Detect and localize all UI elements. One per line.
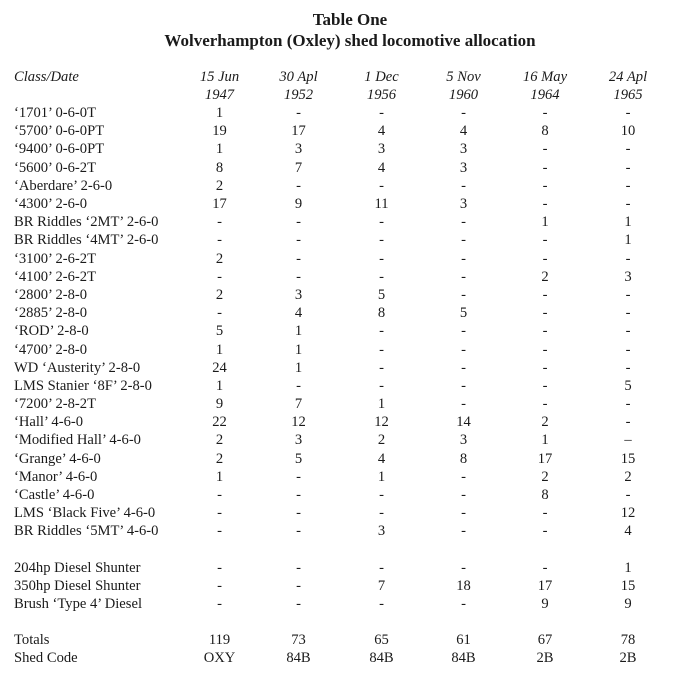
allocation-count: 3	[377, 523, 386, 540]
allocation-count: -	[542, 341, 548, 358]
allocation-count: -	[461, 177, 466, 194]
allocation-count: -	[296, 505, 301, 522]
allocation-count: 3	[624, 268, 632, 285]
allocation-count: 5	[459, 305, 468, 322]
allocation-count: 12	[291, 414, 306, 431]
date-header-1956: 1 Dec 1956	[364, 69, 399, 103]
allocation-count: -	[217, 487, 222, 504]
class-name: BR Riddles ‘4MT’ 2-6-0	[14, 232, 159, 249]
allocation-count: 84B	[286, 650, 311, 667]
allocation-count: -	[296, 559, 301, 576]
allocation-count: 1	[215, 341, 224, 358]
allocation-count: -	[625, 305, 631, 322]
allocation-count: 17	[537, 450, 553, 467]
allocation-count: -	[542, 159, 548, 176]
allocation-count: 1	[377, 468, 386, 485]
allocation-count: 7	[294, 396, 303, 413]
allocation-count: 84B	[451, 650, 476, 667]
allocation-count: 2B	[619, 650, 637, 667]
allocation-count: 4	[294, 305, 303, 322]
diesel-class-row	[14, 595, 670, 613]
allocation-count: -	[625, 105, 631, 122]
allocation-count: -	[379, 359, 384, 376]
class-name: ‘4300’ 2-6-0	[14, 196, 88, 213]
allocation-count: -	[461, 505, 466, 522]
class-name: ‘5600’ 0-6-2T	[14, 159, 96, 176]
allocation-count: -	[296, 487, 301, 504]
allocation-table	[14, 68, 670, 667]
allocation-count: -	[542, 232, 548, 249]
allocation-count: -	[461, 286, 466, 303]
allocation-count: 4	[377, 123, 386, 140]
allocation-count: -	[625, 341, 631, 358]
spacer-row	[14, 541, 670, 559]
steam-class-row	[14, 304, 670, 322]
allocation-count: -	[625, 250, 631, 267]
allocation-count: -	[217, 305, 222, 322]
header-row	[14, 68, 670, 104]
allocation-count: 9	[624, 595, 632, 612]
allocation-count: 9	[294, 196, 303, 213]
steam-class-row	[14, 231, 670, 249]
steam-class-row	[14, 431, 670, 449]
totals-row	[14, 631, 670, 649]
allocation-count: -	[379, 268, 384, 285]
allocation-count: -	[296, 268, 301, 285]
date-header-1952: 30 Apl 1952	[279, 69, 318, 103]
allocation-count: 8	[215, 159, 224, 176]
allocation-count: 1	[215, 105, 224, 122]
allocation-count: -	[296, 232, 301, 249]
allocation-count: -	[296, 595, 301, 612]
steam-class-row	[14, 450, 670, 468]
class-name: ‘Manor’ 4-6-0	[14, 468, 98, 485]
allocation-count: -	[542, 177, 548, 194]
allocation-count: -	[542, 250, 548, 267]
allocation-count: -	[379, 177, 384, 194]
allocation-count: 2	[377, 432, 386, 449]
allocation-count: -	[461, 487, 466, 504]
class-name: ‘Modified Hall’ 4-6-0	[14, 432, 141, 449]
date-header-1960: 5 Nov 1960	[446, 69, 481, 103]
allocation-count: 4	[624, 523, 632, 540]
allocation-count: 2	[215, 177, 224, 194]
allocation-count: -	[379, 214, 384, 231]
allocation-count: -	[625, 159, 631, 176]
allocation-count: -	[296, 523, 301, 540]
allocation-count: -	[217, 523, 222, 540]
allocation-count: -	[217, 559, 222, 576]
allocation-count: -	[542, 359, 548, 376]
allocation-count: -	[296, 214, 301, 231]
allocation-count: 67	[537, 632, 553, 649]
allocation-count: -	[296, 377, 301, 394]
allocation-count: -	[542, 305, 548, 322]
steam-class-row	[14, 322, 670, 340]
allocation-count: -	[379, 250, 384, 267]
allocation-count: -	[296, 250, 301, 267]
allocation-count: -	[461, 250, 466, 267]
class-name: BR Riddles ‘5MT’ 4-6-0	[14, 523, 159, 540]
table-title: Table One	[312, 10, 388, 29]
steam-class-row	[14, 250, 670, 268]
table-caption	[0, 9, 700, 51]
allocation-count: -	[625, 196, 631, 213]
class-name: 350hp Diesel Shunter	[14, 577, 141, 594]
allocation-count: 3	[459, 141, 468, 158]
allocation-count: -	[379, 377, 384, 394]
allocation-count: 1	[541, 432, 549, 449]
allocation-table-body	[14, 104, 670, 667]
allocation-count: -	[461, 105, 466, 122]
allocation-count: 19	[212, 123, 227, 140]
allocation-count: 15	[620, 450, 636, 467]
allocation-count: -	[542, 505, 548, 522]
allocation-count: 2	[541, 468, 549, 485]
allocation-count: 12	[620, 505, 636, 522]
allocation-count: 3	[294, 432, 303, 449]
class-name: ‘2800’ 2-8-0	[14, 286, 88, 303]
class-name: BR Riddles ‘2MT’ 2-6-0	[14, 214, 159, 231]
allocation-count: 9	[541, 595, 549, 612]
allocation-count: 17	[291, 123, 306, 140]
allocation-count: 4	[459, 123, 468, 140]
allocation-count: -	[625, 396, 631, 413]
date-header-1964: 16 May 1964	[522, 69, 568, 103]
allocation-count: 1	[294, 341, 303, 358]
allocation-count: -	[461, 523, 466, 540]
allocation-count: 65	[374, 632, 389, 649]
steam-class-row	[14, 468, 670, 486]
date-header-1965: 24 Apl 1965	[608, 69, 648, 103]
steam-class-row	[14, 122, 670, 140]
allocation-count: 3	[377, 141, 386, 158]
spacer-cell	[14, 541, 670, 559]
allocation-count: -	[296, 105, 301, 122]
allocation-count: -	[542, 286, 548, 303]
steam-class-row	[14, 159, 670, 177]
allocation-count: -	[625, 359, 631, 376]
allocation-count: 8	[541, 487, 549, 504]
allocation-count: OXY	[203, 650, 236, 667]
allocation-count: 1	[294, 323, 303, 340]
steam-class-row	[14, 395, 670, 413]
steam-class-row	[14, 286, 670, 304]
allocation-count: -	[461, 214, 466, 231]
class-name: ‘ROD’ 2-8-0	[14, 323, 89, 340]
allocation-count: -	[542, 396, 548, 413]
allocation-count: -	[625, 487, 631, 504]
allocation-count: 5	[215, 323, 224, 340]
allocation-count: -	[379, 323, 384, 340]
class-name: ‘4700’ 2-8-0	[14, 341, 88, 358]
allocation-count: 12	[374, 414, 389, 431]
steam-class-row	[14, 522, 670, 540]
class-name: ‘5700’ 0-6-0PT	[14, 123, 105, 140]
allocation-count: 3	[459, 159, 468, 176]
steam-class-row	[14, 213, 670, 231]
allocation-count: 7	[377, 577, 386, 594]
allocation-count: 3	[459, 196, 468, 213]
steam-class-row	[14, 377, 670, 395]
allocation-count: 18	[456, 577, 471, 594]
class-name: ‘7200’ 2-8-2T	[14, 396, 96, 413]
allocation-count: 14	[456, 414, 471, 431]
allocation-count: 5	[377, 286, 386, 303]
allocation-count: 1	[215, 468, 224, 485]
steam-class-row	[14, 104, 670, 122]
class-name: ‘Hall’ 4-6-0	[14, 414, 84, 431]
allocation-count: 119	[208, 632, 231, 649]
allocation-count: -	[542, 559, 548, 576]
class-name: ‘9400’ 0-6-0PT	[14, 141, 105, 158]
date-header-1947: 15 Jun 1947	[199, 69, 240, 103]
allocation-count: 17	[212, 196, 227, 213]
allocation-count: -	[625, 414, 631, 431]
allocation-count: -	[379, 487, 384, 504]
class-name: ‘Aberdare’ 2-6-0	[14, 177, 113, 194]
allocation-count: -	[217, 595, 222, 612]
allocation-count: -	[542, 377, 548, 394]
allocation-count: 5	[624, 377, 632, 394]
class-name: WD ‘Austerity’ 2-8-0	[14, 359, 141, 376]
allocation-count: 2	[624, 468, 632, 485]
steam-class-row	[14, 177, 670, 195]
allocation-count: 1	[215, 377, 224, 394]
allocation-count: -	[217, 505, 222, 522]
allocation-count: -	[461, 396, 466, 413]
allocation-count: -	[461, 359, 466, 376]
class-name: 204hp Diesel Shunter	[14, 559, 141, 576]
allocation-count: 3	[294, 286, 303, 303]
diesel-class-row	[14, 577, 670, 595]
allocation-count: -	[217, 268, 222, 285]
allocation-count: -	[379, 105, 384, 122]
allocation-count: 24	[212, 359, 227, 376]
class-date-header: Class/Date	[14, 69, 79, 85]
class-name: ‘2885’ 2-8-0	[14, 305, 88, 322]
allocation-count: 1	[624, 232, 632, 249]
allocation-count: 1	[215, 141, 224, 158]
allocation-count: -	[217, 577, 222, 594]
steam-class-row	[14, 140, 670, 158]
allocation-count: 1	[541, 214, 549, 231]
diesel-class-row	[14, 559, 670, 577]
steam-class-row	[14, 413, 670, 431]
allocation-count: -	[542, 323, 548, 340]
allocation-count: -	[625, 323, 631, 340]
allocation-count: -	[217, 214, 222, 231]
allocation-count: 9	[215, 396, 224, 413]
allocation-count: -	[542, 196, 548, 213]
allocation-count: -	[296, 577, 301, 594]
table-subtitle: Wolverhampton (Oxley) shed locomotive allocation	[164, 31, 536, 50]
allocation-count: 2	[215, 286, 224, 303]
allocation-count: -	[542, 141, 548, 158]
allocation-count: -	[461, 595, 466, 612]
allocation-count: -	[542, 105, 548, 122]
shed-code-row	[14, 649, 670, 667]
steam-class-row	[14, 268, 670, 286]
class-name: ‘4100’ 2-6-2T	[14, 268, 96, 285]
allocation-count: -	[296, 468, 301, 485]
allocation-count: -	[379, 595, 384, 612]
steam-class-row	[14, 340, 670, 358]
allocation-count: 84B	[369, 650, 394, 667]
allocation-count: 3	[294, 141, 303, 158]
allocation-count: -	[296, 177, 301, 194]
allocation-count: -	[625, 141, 631, 158]
steam-class-row	[14, 504, 670, 522]
allocation-count: -	[379, 341, 384, 358]
allocation-count: 15	[620, 577, 636, 594]
allocation-count: 7	[294, 159, 303, 176]
allocation-count: -	[461, 232, 466, 249]
allocation-count: 4	[377, 159, 386, 176]
class-name: Shed Code	[14, 650, 78, 667]
allocation-count: -	[379, 232, 384, 249]
allocation-count: -	[461, 268, 466, 285]
allocation-count: 17	[537, 577, 553, 594]
allocation-count: -	[625, 286, 631, 303]
allocation-count: 5	[294, 450, 303, 467]
allocation-count: 1	[294, 359, 303, 376]
class-name: ‘Castle’ 4-6-0	[14, 487, 95, 504]
steam-class-row	[14, 195, 670, 213]
allocation-count: 8	[541, 123, 549, 140]
steam-class-row	[14, 486, 670, 504]
allocation-count: 2	[215, 250, 224, 267]
allocation-count: 1	[624, 559, 632, 576]
allocation-count: 78	[620, 632, 636, 649]
allocation-count: -	[379, 505, 384, 522]
allocation-count: 2B	[536, 650, 554, 667]
allocation-count: -	[461, 377, 466, 394]
class-name: Brush ‘Type 4’ Diesel	[14, 595, 142, 612]
allocation-count: -	[461, 323, 466, 340]
allocation-count: 3	[459, 432, 468, 449]
allocation-count: 73	[291, 632, 306, 649]
allocation-count: -	[461, 559, 466, 576]
allocation-count: 2	[541, 268, 549, 285]
allocation-count: 1	[624, 214, 632, 231]
class-name: LMS ‘Black Five’ 4-6-0	[14, 505, 156, 522]
allocation-count: 2	[215, 450, 224, 467]
allocation-count: -	[461, 468, 466, 485]
class-name: LMS Stanier ‘8F’ 2-8-0	[14, 377, 152, 394]
allocation-count: 1	[377, 396, 386, 413]
class-name: ‘Grange’ 4-6-0	[14, 450, 101, 467]
spacer-cell	[14, 613, 670, 631]
steam-class-row	[14, 359, 670, 377]
class-name: ‘3100’ 2-6-2T	[14, 250, 96, 267]
allocation-count: 8	[377, 305, 386, 322]
allocation-count: -	[379, 559, 384, 576]
allocation-count: 22	[212, 414, 227, 431]
allocation-count: -	[542, 523, 548, 540]
allocation-count: -	[625, 177, 631, 194]
allocation-count: 8	[459, 450, 468, 467]
class-name: Totals	[14, 632, 50, 649]
allocation-count: 2	[215, 432, 224, 449]
allocation-count: 10	[620, 123, 636, 140]
allocation-count: 61	[456, 632, 471, 649]
spacer-row	[14, 613, 670, 631]
allocation-count: -	[217, 232, 222, 249]
allocation-count: –	[624, 432, 632, 449]
class-name: ‘1701’ 0-6-0T	[14, 105, 96, 122]
allocation-count: 2	[541, 414, 549, 431]
allocation-count: 11	[374, 196, 389, 213]
allocation-count: 4	[377, 450, 386, 467]
allocation-count: -	[461, 341, 466, 358]
